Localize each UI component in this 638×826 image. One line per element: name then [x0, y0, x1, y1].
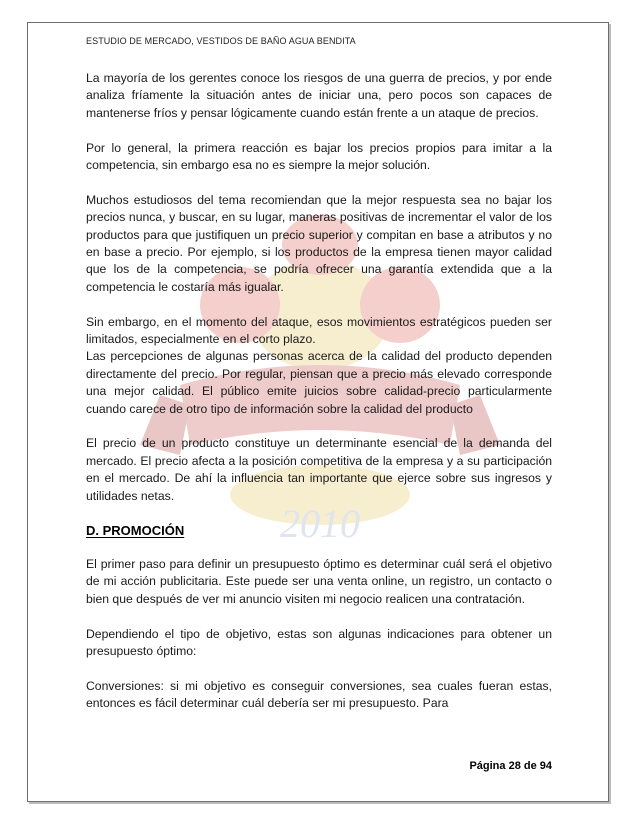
paragraph: El precio de un producto constituye un determinante esencial de la demanda del mercado. El precio afecta a la posición competitiva de la empresa y a su participación en el mercado. De ahí la influencia tan importante que ejerce sobre sus ingresos y utilidades netas. — [86, 436, 552, 503]
watermark-year: 2010 — [280, 501, 360, 546]
running-header: ESTUDIO DE MERCADO, VESTIDOS DE BAÑO AGUA BENDITA — [86, 36, 356, 46]
paragraph: La mayoría de los gerentes conoce los riesgos de una guerra de precios, y por ende analiza fríamente la situación antes de iniciar una, pero pocos son capaces de mantenerse fríos y pensar lógicamente cuando están frente a un ataque de precios. — [86, 71, 552, 120]
page-body — [86, 70, 552, 713]
paragraph: El primer paso para definir un presupuesto óptimo es determinar cuál será el objetivo de mi acción publicitaria. Este puede ser una venta online, un registro, un contacto o bien que después de ver mi anuncio visiten mi negocio realicen una contratación. — [86, 556, 552, 606]
paragraph: Las percepciones de algunas personas acerca de la calidad del producto dependen directamente del precio. Por regular, piensan que a precio más elevado corresponde una mejor calidad. El público emite juicios sobre calidad-precio particularmente cuando carece de otro tipo de información sobre la calidad del producto — [86, 349, 552, 416]
page-number: Página 28 de 94 — [469, 760, 552, 772]
paragraph: Muchos estudiosos del tema recomiendan que la mejor respuesta sea no bajar los precios nunca, y buscar, en su lugar, maneras positivas de incrementar el valor de los productos para que justifiquen un precio superior y compitan en base a atributos y no en base a precio. Por ejemplo, si los productos de la empresa tienen mayor calidad que los de la competencia, se podría ofrecer una garantía extendida que a la competencia le costaría más igualar. — [86, 192, 552, 294]
section-heading: D. PROMOCIÓN — [86, 523, 185, 539]
paragraph: Por lo general, la primera reacción es bajar los precios propios para imitar a la competencia, sin embargo esa no es siempre la mejor solución. — [86, 140, 552, 173]
paragraph: Sin embargo, en el momento del ataque, esos movimientos estratégicos pueden ser limitados, especialmente en el corto plazo. — [86, 314, 552, 347]
paragraph: Dependiendo el tipo de objetivo, estas son algunas indicaciones para obtener un presupuesto óptimo: — [86, 626, 552, 658]
paragraph: Conversiones: si mi objetivo es conseguir conversiones, sea cuales fueran estas, entonces es fácil determinar cuál debería ser mi presupuesto. Para — [86, 678, 552, 711]
